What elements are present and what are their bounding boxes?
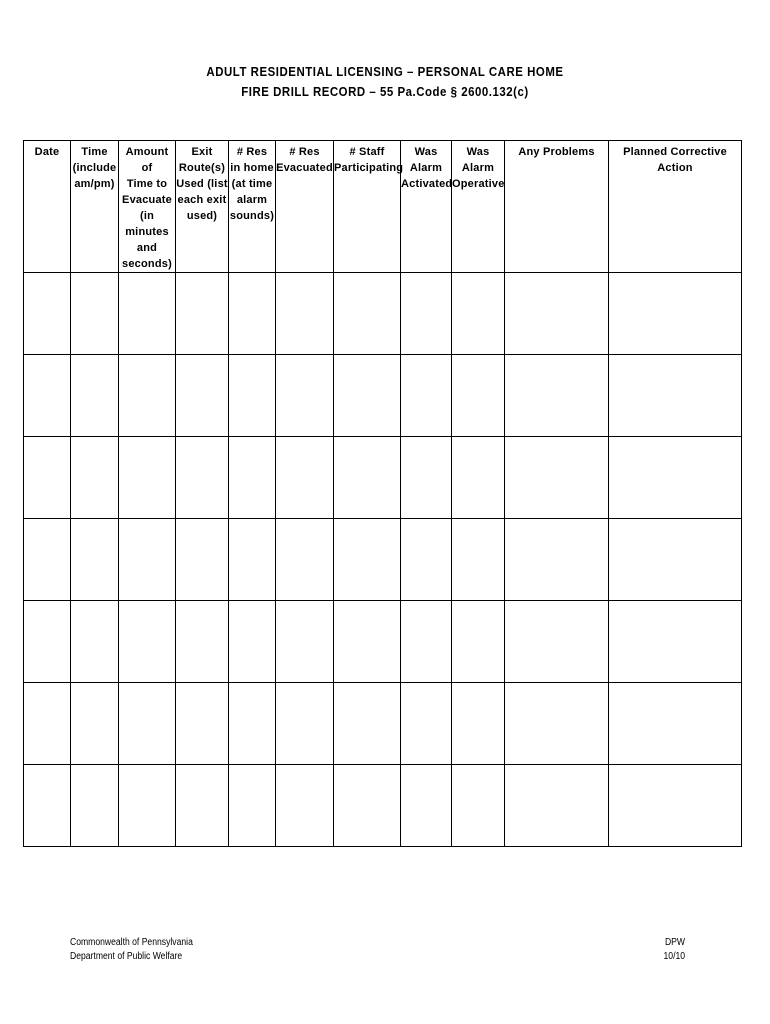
entry-cell[interactable]	[505, 519, 609, 601]
entry-cell[interactable]	[505, 437, 609, 519]
entry-cell[interactable]	[176, 437, 229, 519]
table-row	[24, 683, 742, 765]
entry-cell[interactable]	[452, 601, 505, 683]
entry-cell[interactable]	[24, 273, 71, 355]
entry-cell[interactable]	[609, 683, 742, 765]
column-header-date: Date	[24, 141, 71, 273]
form-title-line-2: FIRE DRILL RECORD – 55 Pa.Code § 2600.132(c)	[241, 84, 529, 99]
entry-cell[interactable]	[505, 601, 609, 683]
entry-cell[interactable]	[24, 765, 71, 847]
entry-cell[interactable]	[609, 601, 742, 683]
entry-cell[interactable]	[276, 355, 334, 437]
entry-cell[interactable]	[609, 355, 742, 437]
table-row	[24, 601, 742, 683]
entry-cell[interactable]	[609, 765, 742, 847]
entry-cell[interactable]	[229, 519, 276, 601]
fire-drill-table	[23, 140, 742, 847]
entry-cell[interactable]	[452, 273, 505, 355]
entry-cell[interactable]	[334, 519, 401, 601]
entry-cell[interactable]	[609, 437, 742, 519]
entry-cell[interactable]	[334, 601, 401, 683]
entry-cell[interactable]	[505, 273, 609, 355]
column-header-alarm-activated: Was Alarm Activated	[401, 141, 452, 273]
entry-cell[interactable]	[401, 273, 452, 355]
column-header-exit-routes: Exit Route(s) Used (list each exit used)	[176, 141, 229, 273]
entry-cell[interactable]	[119, 601, 176, 683]
entry-cell[interactable]	[176, 273, 229, 355]
entry-cell[interactable]	[276, 765, 334, 847]
entry-cell[interactable]	[71, 683, 119, 765]
entry-cell[interactable]	[119, 519, 176, 601]
footer-org-line-1: Commonwealth of Pennsylvania	[70, 937, 193, 948]
entry-cell[interactable]	[119, 273, 176, 355]
entry-cell[interactable]	[229, 273, 276, 355]
entry-cell[interactable]	[176, 765, 229, 847]
column-header-residents-in-home: # Res in home (at time alarm sounds)	[229, 141, 276, 273]
entry-cell[interactable]	[71, 355, 119, 437]
entry-cell[interactable]	[71, 519, 119, 601]
footer-org-line-2: Department of Public Welfare	[70, 951, 183, 962]
entry-cell[interactable]	[401, 683, 452, 765]
entry-cell[interactable]	[119, 683, 176, 765]
entry-cell[interactable]	[505, 355, 609, 437]
drill-rows	[24, 273, 742, 847]
footer-code-line-1: DPW	[664, 937, 685, 948]
entry-cell[interactable]	[71, 765, 119, 847]
entry-cell[interactable]	[119, 765, 176, 847]
entry-cell[interactable]	[276, 683, 334, 765]
entry-cell[interactable]	[276, 601, 334, 683]
table-row	[24, 765, 742, 847]
column-header-staff-participating: # Staff Participating	[334, 141, 401, 273]
header-row	[24, 141, 742, 273]
entry-cell[interactable]	[119, 355, 176, 437]
entry-cell[interactable]	[176, 355, 229, 437]
entry-cell[interactable]	[452, 683, 505, 765]
entry-cell[interactable]	[401, 765, 452, 847]
table-row	[24, 437, 742, 519]
footer-code-line-2: 10/10	[663, 951, 685, 962]
footer-form-code	[663, 936, 685, 964]
entry-cell[interactable]	[401, 601, 452, 683]
entry-cell[interactable]	[505, 765, 609, 847]
entry-cell[interactable]	[609, 519, 742, 601]
entry-cell[interactable]	[505, 683, 609, 765]
form-title-line-1: ADULT RESIDENTIAL LICENSING – PERSONAL CARE HOME	[206, 64, 564, 79]
entry-cell[interactable]	[334, 273, 401, 355]
column-header-evacuation-time: Amount of Time to Evacuate (in minutes and seconds)	[119, 141, 176, 273]
entry-cell[interactable]	[24, 683, 71, 765]
entry-cell[interactable]	[71, 437, 119, 519]
entry-cell[interactable]	[276, 519, 334, 601]
entry-cell[interactable]	[176, 519, 229, 601]
entry-cell[interactable]	[71, 601, 119, 683]
entry-cell[interactable]	[229, 437, 276, 519]
entry-cell[interactable]	[176, 683, 229, 765]
table-row	[24, 519, 742, 601]
entry-cell[interactable]	[24, 355, 71, 437]
entry-cell[interactable]	[334, 765, 401, 847]
column-header-residents-evacuated: # Res Evacuated	[276, 141, 334, 273]
column-header-corrective-action: Planned Corrective Action	[609, 141, 742, 273]
entry-cell[interactable]	[176, 601, 229, 683]
entry-cell[interactable]	[229, 355, 276, 437]
table-row	[24, 355, 742, 437]
entry-cell[interactable]	[24, 601, 71, 683]
entry-cell[interactable]	[229, 683, 276, 765]
entry-cell[interactable]	[452, 437, 505, 519]
column-header-time: Time (include am/pm)	[71, 141, 119, 273]
entry-cell[interactable]	[452, 765, 505, 847]
entry-cell[interactable]	[401, 437, 452, 519]
column-header-alarm-operative: Was Alarm Operative	[452, 141, 505, 273]
footer-organization	[70, 936, 193, 964]
entry-cell[interactable]	[334, 355, 401, 437]
column-header-any-problems: Any Problems	[505, 141, 609, 273]
entry-cell[interactable]	[229, 601, 276, 683]
entry-cell[interactable]	[24, 519, 71, 601]
entry-cell[interactable]	[24, 437, 71, 519]
entry-cell[interactable]	[119, 437, 176, 519]
table-row	[24, 273, 742, 355]
entry-cell[interactable]	[334, 437, 401, 519]
entry-cell[interactable]	[71, 273, 119, 355]
entry-cell[interactable]	[276, 273, 334, 355]
entry-cell[interactable]	[452, 355, 505, 437]
entry-cell[interactable]	[609, 273, 742, 355]
entry-cell[interactable]	[334, 683, 401, 765]
entry-cell[interactable]	[276, 437, 334, 519]
entry-cell[interactable]	[452, 519, 505, 601]
entry-cell[interactable]	[401, 355, 452, 437]
entry-cell[interactable]	[401, 519, 452, 601]
entry-cell[interactable]	[229, 765, 276, 847]
form-title	[0, 62, 770, 102]
